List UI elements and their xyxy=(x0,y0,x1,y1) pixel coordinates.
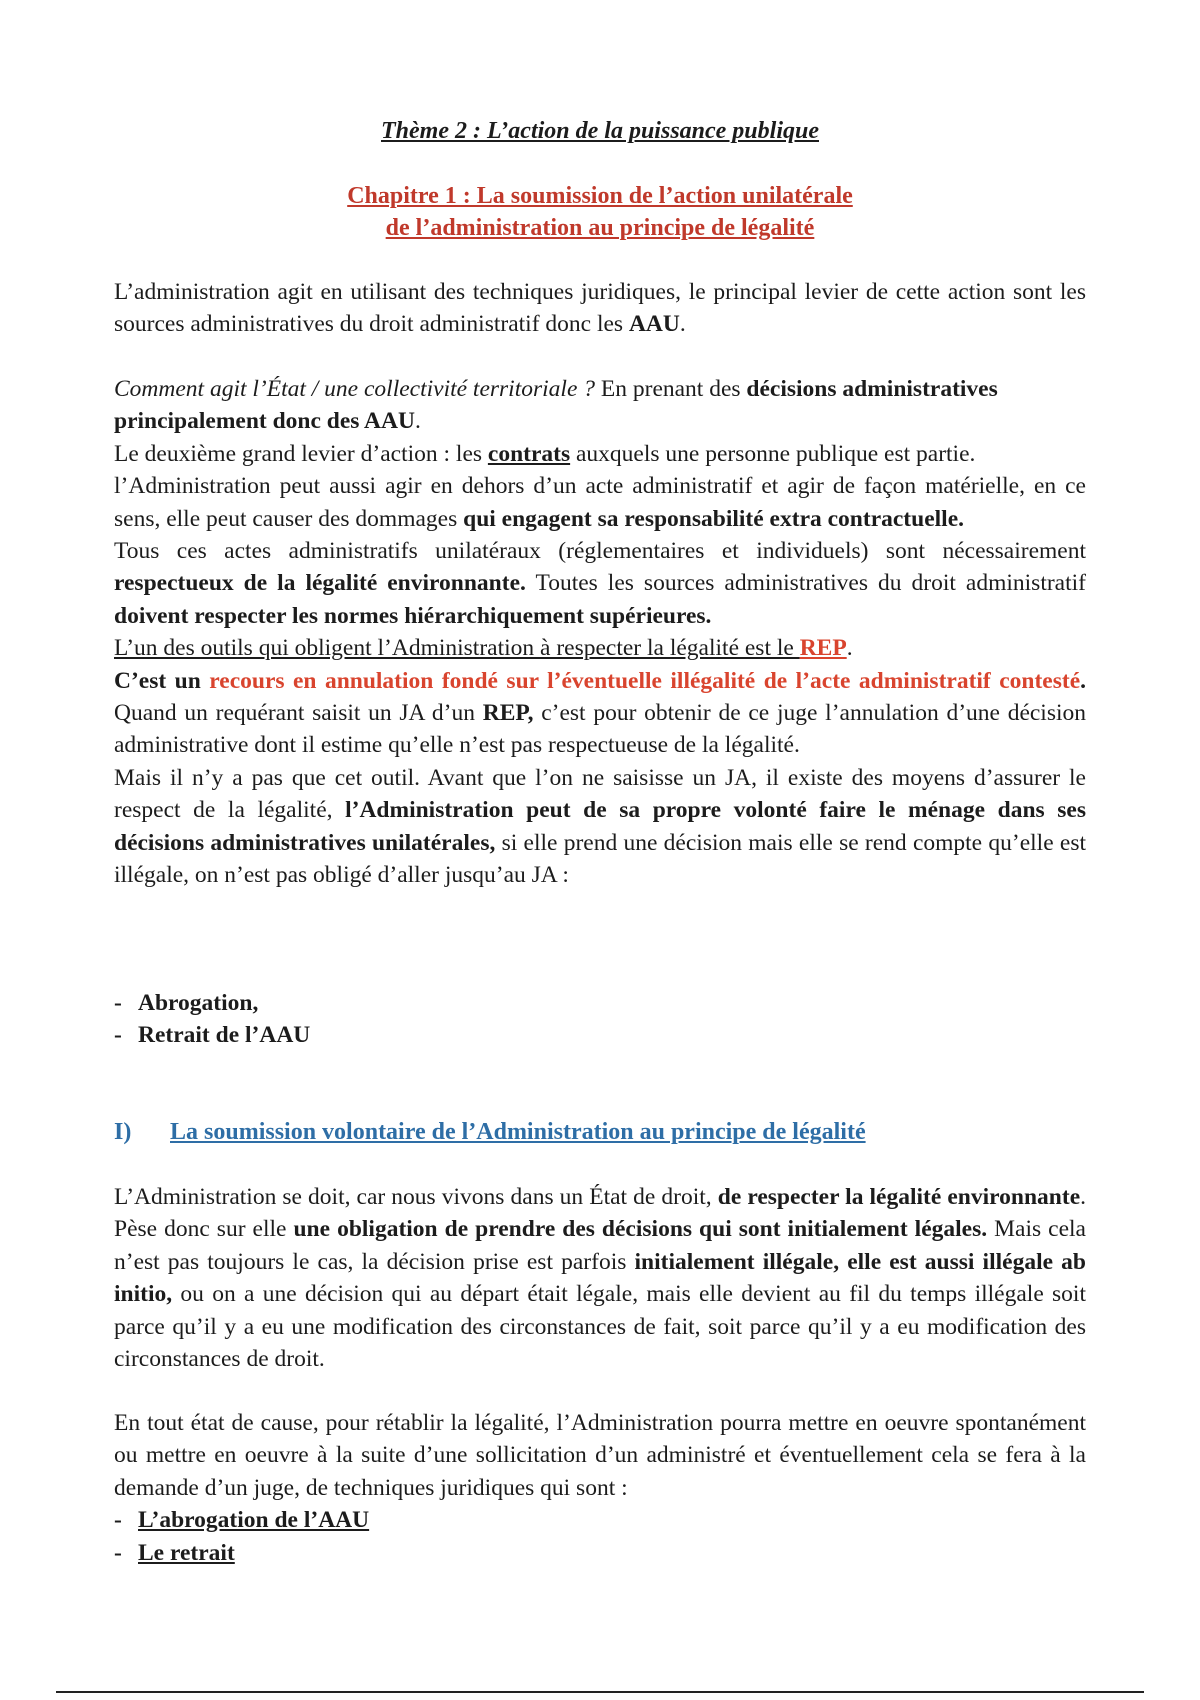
main-body xyxy=(114,373,1086,892)
levier-end: auxquels une personne publique est partie. xyxy=(570,440,976,467)
chapter-heading xyxy=(0,180,1200,244)
question-end: . xyxy=(414,408,421,435)
menage-bold: l’Administration peut de sa propre volonté faire le ménage dans ses décisions administratives unilatérales, xyxy=(114,797,1086,856)
list-item: - Abrogation, xyxy=(114,987,1086,1019)
rep-term: REP xyxy=(799,635,847,662)
illegale-text: si elle prend une décision mais elle se rend compte qu’elle est illégale, on n’est pas obligé d’aller jusqu’au JA : xyxy=(114,829,1086,889)
respecter-bold: de respecter la légalité environnante xyxy=(717,1184,1081,1210)
section-paragraph-1 xyxy=(114,1181,1086,1375)
question-bold: décisions administratives principalement donc des AAU xyxy=(114,376,998,435)
materielle-text: l’Administration peut aussi agir en dehors d’un acte administratif et agir de façon matérielle, en ce sens, elle peut causer des dommages xyxy=(114,473,1086,532)
requerant-text: Quand un requérant saisit un JA d’un xyxy=(114,700,483,727)
list-1 xyxy=(114,987,1086,1052)
contrats-term: contrats xyxy=(487,440,571,467)
recours-end: . xyxy=(1080,667,1086,694)
section-paragraph-2 xyxy=(114,1407,1086,1569)
outil-text: Mais il n’y a pas que cet outil. Avant que l’on ne saisisse un JA, il existe des moyens d’assurer le respect de la légalité, xyxy=(114,764,1086,824)
chapter-heading-line1: Chapitre 1 : La soumission de l’action unilatérale xyxy=(347,183,853,209)
annulation-text: c’est pour obtenir de ce juge l’annulation d’une décision administrative dont il estime qu’elle n’est pas respectueuse de la légalité. xyxy=(114,700,1087,759)
intro-aau: AAU xyxy=(628,311,680,338)
list-item: - Retrait de l’AAU xyxy=(114,1019,1086,1051)
etat-droit-text: L’Administration se doit, car nous vivons dans un État de droit, xyxy=(114,1184,718,1210)
list-item: - Le retrait xyxy=(114,1537,1086,1569)
intro-end: . xyxy=(679,311,686,338)
section-number: I) xyxy=(114,1119,132,1145)
normes-bold: doivent respecter les normes hiérarchiquement supérieures. xyxy=(114,602,712,629)
toujours-text: Mais cela n’est pas toujours le cas, la décision prise est parfois xyxy=(114,1216,1086,1275)
ab-initio-bold: initialement illégale, elle est aussi illégale ab initio, xyxy=(114,1248,1086,1308)
intro-paragraph xyxy=(114,276,1086,341)
retablir-text: En tout état de cause, pour rétablir la légalité, l’Administration pourra mettre en oeuvre spontanément ou mettre en oeuvre à la suite d’une sollicitation d’un administré et éventuellement cela se fera à la demande d’un juge, de techniques juridiques qui sont : xyxy=(114,1410,1086,1501)
pese-text: . Pèse donc sur elle xyxy=(114,1184,1086,1243)
obligation-bold: une obligation de prendre des décisions qui sont initialement légales. xyxy=(293,1216,988,1243)
legalite-bold: respectueux de la légalité environnante. xyxy=(114,570,526,597)
section-title: La soumission volontaire de l’Administration au principe de légalité xyxy=(170,1119,866,1145)
section-heading xyxy=(114,1116,1086,1148)
intro-text: L’administration agit en utilisant des techniques juridiques, le principal levier de cette action sont les sources administratives du droit administratif donc les xyxy=(114,279,1086,338)
recours-definition: recours en annulation fondé sur l’éventuelle illégalité de l’acte administratif contesté xyxy=(209,667,1081,694)
sources-text: Toutes les sources administratives du droit administratif xyxy=(525,570,1086,597)
actes-text: Tous ces actes administratifs unilatéraux (réglementaires et individuels) sont nécessairement xyxy=(114,538,1086,565)
rep-bold: REP, xyxy=(482,700,534,727)
rep-end: . xyxy=(846,635,853,662)
cest-un: C’est un xyxy=(114,667,210,694)
levier-text: Le deuxième grand levier d’action : les xyxy=(114,440,488,467)
list-item: - L’abrogation de l’AAU xyxy=(114,1504,1086,1536)
question-rest: En prenant des xyxy=(595,376,747,402)
question-text: Comment agit l’État / une collectivité territoriale ? xyxy=(114,376,596,402)
page-title: Thème 2 : L’action de la puissance publique xyxy=(381,118,819,144)
responsabilite-bold: qui engagent sa responsabilité extra contractuelle. xyxy=(463,505,964,532)
circonstances-text: ou on a une décision qui au départ était légale, mais elle devient au fil du temps illégale soit parce qu’il y a eu une modification des circonstances de fait, soit parce qu’il y a eu modification des circonstances de droit. xyxy=(114,1281,1086,1373)
rep-intro: L’un des outils qui obligent l’Administration à respecter la légalité est le xyxy=(114,635,800,662)
bottom-divider xyxy=(56,1691,1144,1693)
chapter-heading-line2: de l’administration au principe de légalité xyxy=(385,215,815,241)
